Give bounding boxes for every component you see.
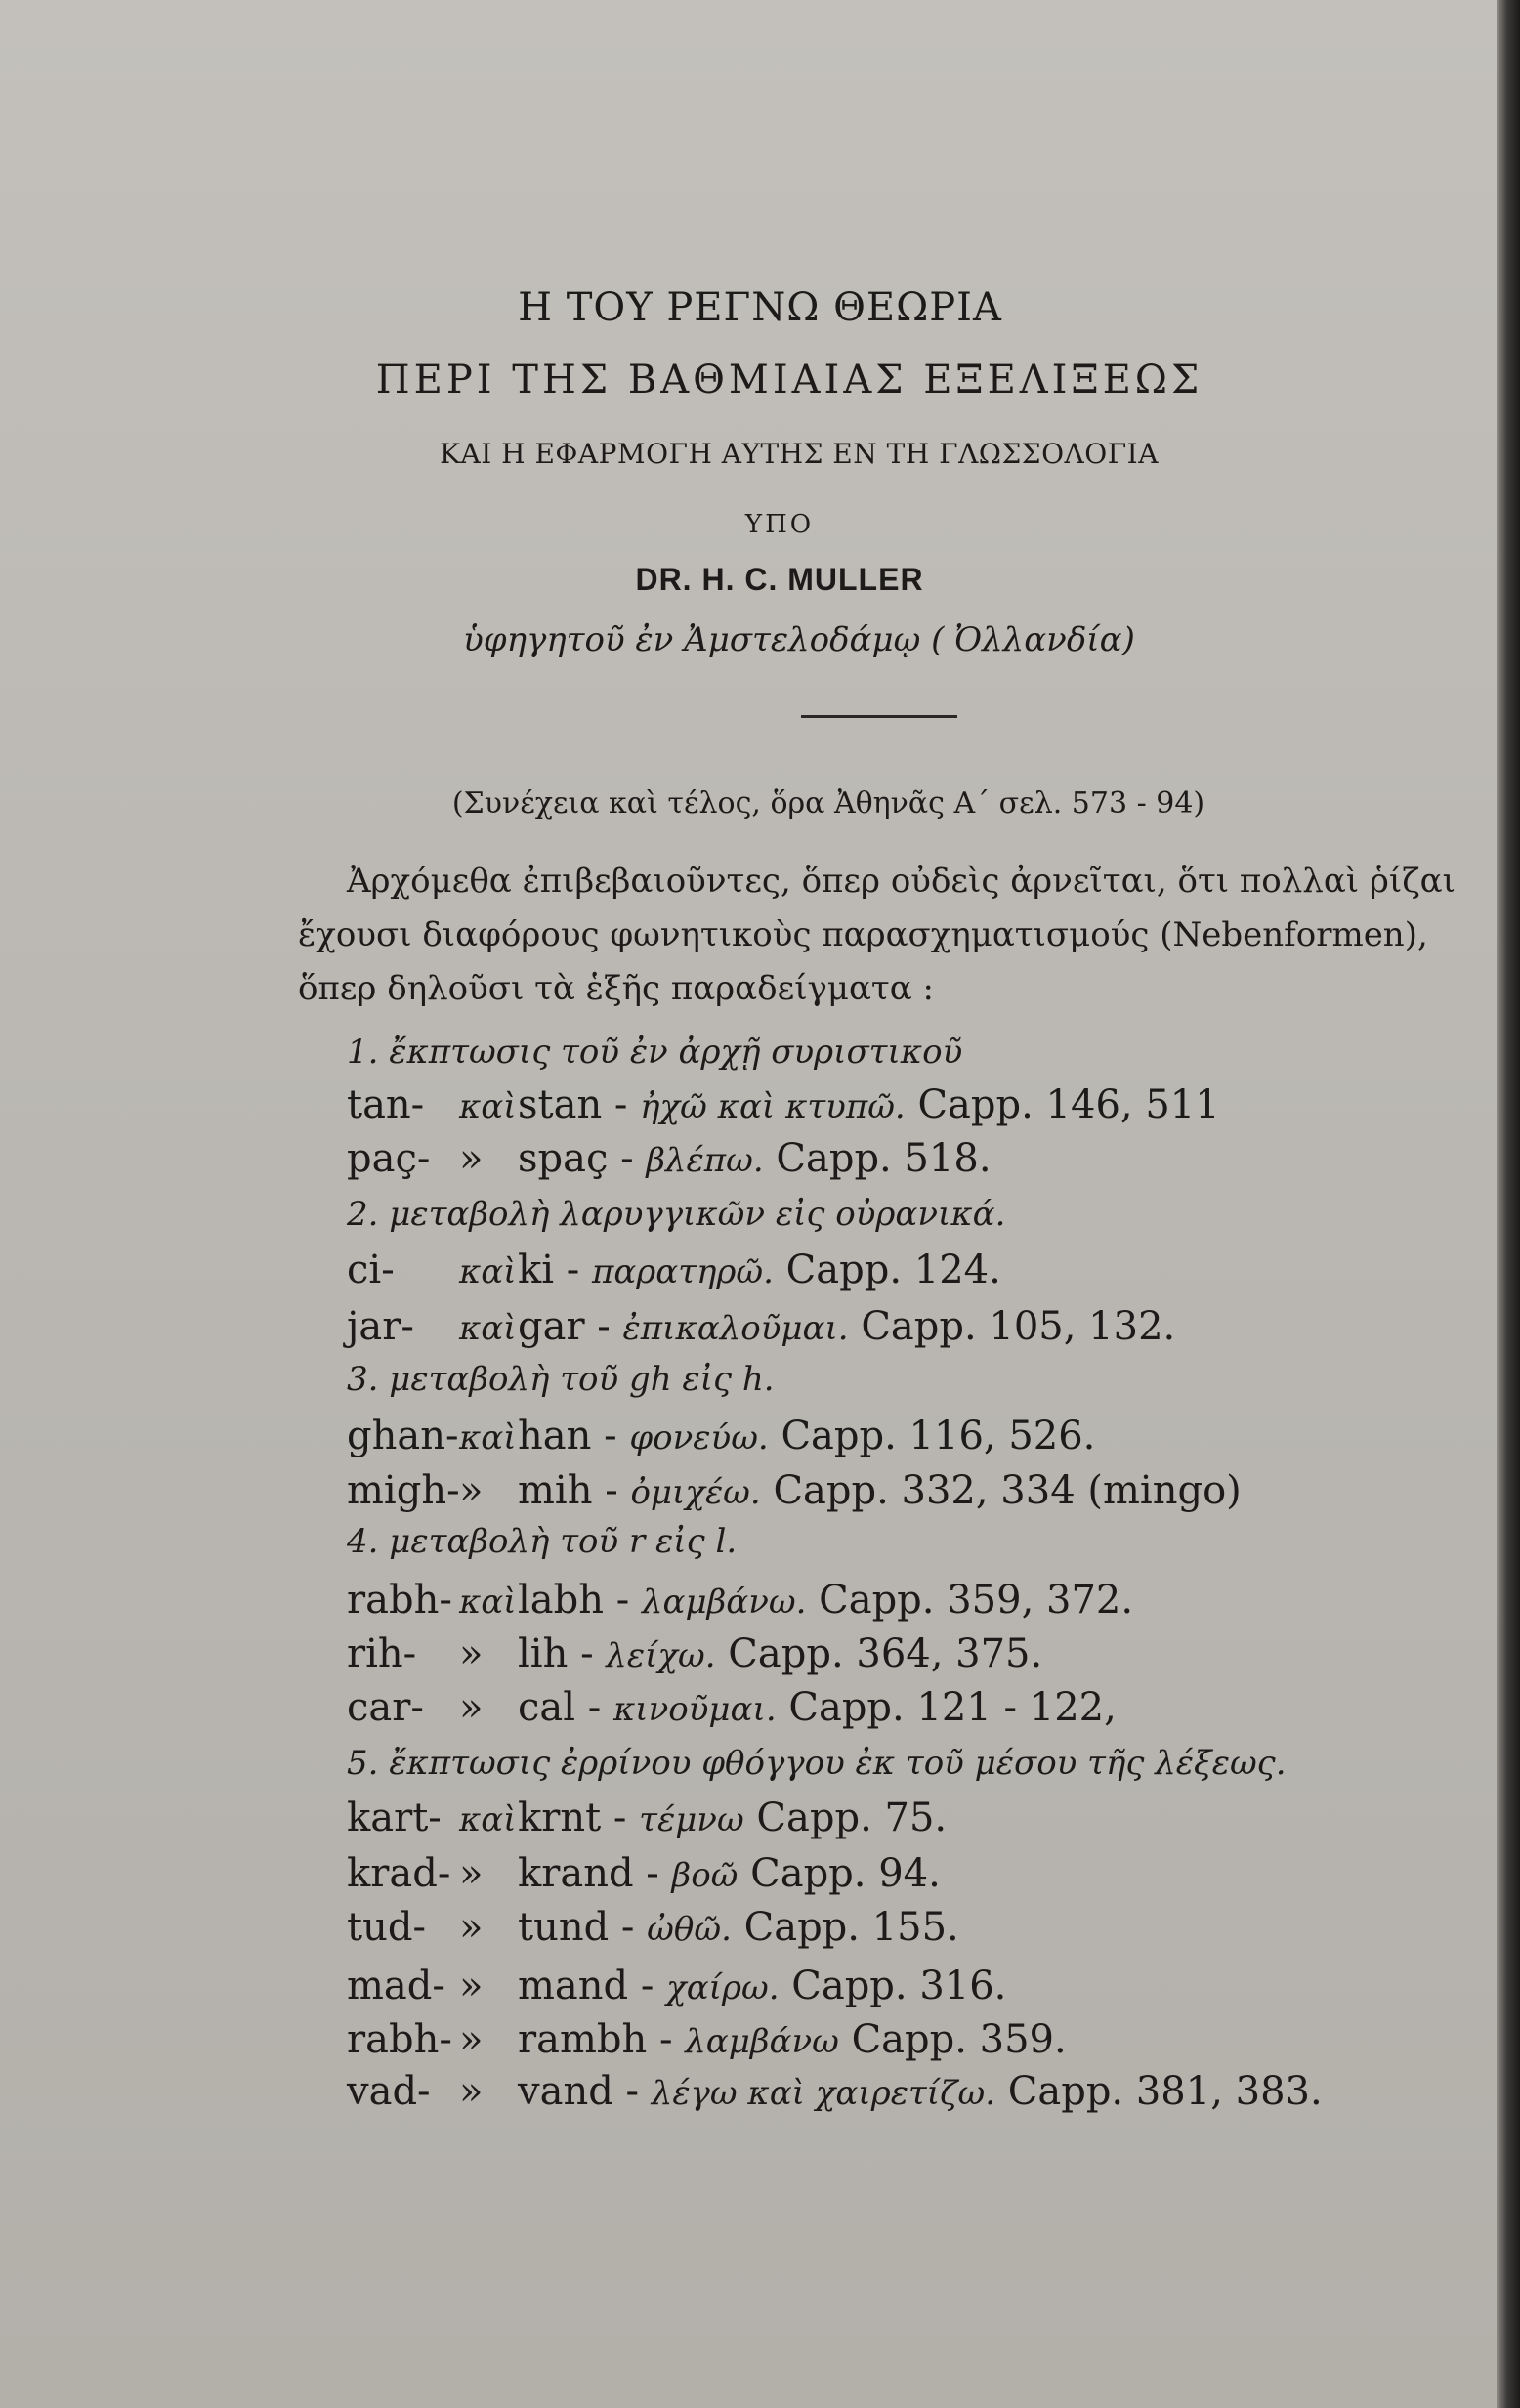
divider: [801, 715, 957, 718]
title-line-2: ΠΕΡΙ ΤΗΣ ΒΑΘΜΙΑΙΑΣ ΕΞΕΛΙΞΕΩΣ: [375, 358, 1203, 402]
by-line: ΥΠΟ: [744, 510, 815, 539]
title-line-1: Η ΤΟΥ ΡΕΓΝΩ ΘΕΩΡΙΑ: [518, 285, 1002, 330]
author-name: DR. H. C. MULLER: [635, 562, 924, 597]
book-spine-edge: [1497, 0, 1520, 2408]
author-affiliation: ὑφηγητοῦ ἐν Ἀμστελοδάμῳ ( Ὀλλανδία): [463, 620, 1135, 659]
page: Η ΤΟΥ ΡΕΓΝΩ ΘΕΩΡΙΑ ΠΕΡΙ ΤΗΣ ΒΑΘΜΙΑΙΑΣ ΕΞΕΛΙΞΕΩΣ ΚΑΙ Η ΕΦΑΡΜΟΓΗ ΑΥΤΗΣ ΕΝ ΤΗ ΓΛΩΣΣΟΛΟΓΙΑ ΥΠΟ DR. H. C. MULLER ὑφηγητοῦ ἐν Ἀμστελοδάμῳ ( Ὀλλανδία) (Συνέχεια καὶ τέλος, ὅρα Ἀθηνᾶς Α΄ σελ. 573 - 94) Ἀρχόμεθα ἐπιβεβαιοῦντες, ὅπερ οὐδεὶς ἀρνεῖται, ὅτι πολλαὶ ῥίζαι ἔχουσι διαφόρους φωνητικοὺς παρασχηματισμούς (Nebenformen), ὅπερ δηλοῦσι τὰ ἑξῆς παραδείγματα : 1. ἔκπτωσις τοῦ ἐν ἀρχῇ συριστικοῦ tan- καὶ stan - ἠχῶ καὶ κτυπῶ. Capp. 146, 511 paç- » spaç - βλέπω. Capp. 518. 2. μεταβολὴ λαρυγγικῶν εἰς οὐρανικά. ci- καὶ ki - παρατηρῶ. Capp. 124. jar- καὶ gar - ἐπικαλοῦμαι. Capp. 105, 132. 3. μεταβολὴ τοῦ gh εἰς h. ghan- καὶ han - φονεύω. Capp. 116, 526. migh- » mih - ὀμιχέω. Capp. 332, 334 (mingo) 4. μεταβολὴ τοῦ r εἰς l. rabh- καὶ labh - λαμβάνω. Capp. 359, 372. rih- » lih - λείχω. Capp. 364, 375. car- » cal - κινοῦμαι. Capp. 121 - 122, 5. ἔκπτωσις ἐρρίνου φθόγγου ἐκ τοῦ μέσου τῆς λέξεως. kart- καὶ krnt - τέμνω Capp. 75. krad- » krand - βοῶ Capp. 94. tud- » tund - ὠθῶ. Capp. 155. mad- » mand - χαίρω. Capp. 316. rabh- » rambh - λαμβάνω Capp. 359. vad- » vand - λέγω καὶ χαιρετίζω. Capp. 381, 383.: [0, 0, 1497, 2408]
continuation-note: (Συνέχεια καὶ τέλος, ὅρα Ἀθηνᾶς Α΄ σελ. 573 - 94): [451, 786, 1205, 821]
title-line-3: ΚΑΙ Η ΕΦΑΡΜΟΓΗ ΑΥΤΗΣ ΕΝ ΤΗ ΓΛΩΣΣΟΛΟΓΙΑ: [440, 438, 1159, 470]
intro-paragraph: Ἀρχόμεθα ἐπιβεβαιοῦντες, ὅπερ οὐδεὶς ἀρνεῖται, ὅτι πολλαὶ ῥίζαι ἔχουσι διαφόρους φωνητικοὺς παρασχηματισμούς (Nebenformen), ὅπερ δηλοῦσι τὰ ἑξῆς παραδείγματα :: [298, 862, 1456, 1008]
